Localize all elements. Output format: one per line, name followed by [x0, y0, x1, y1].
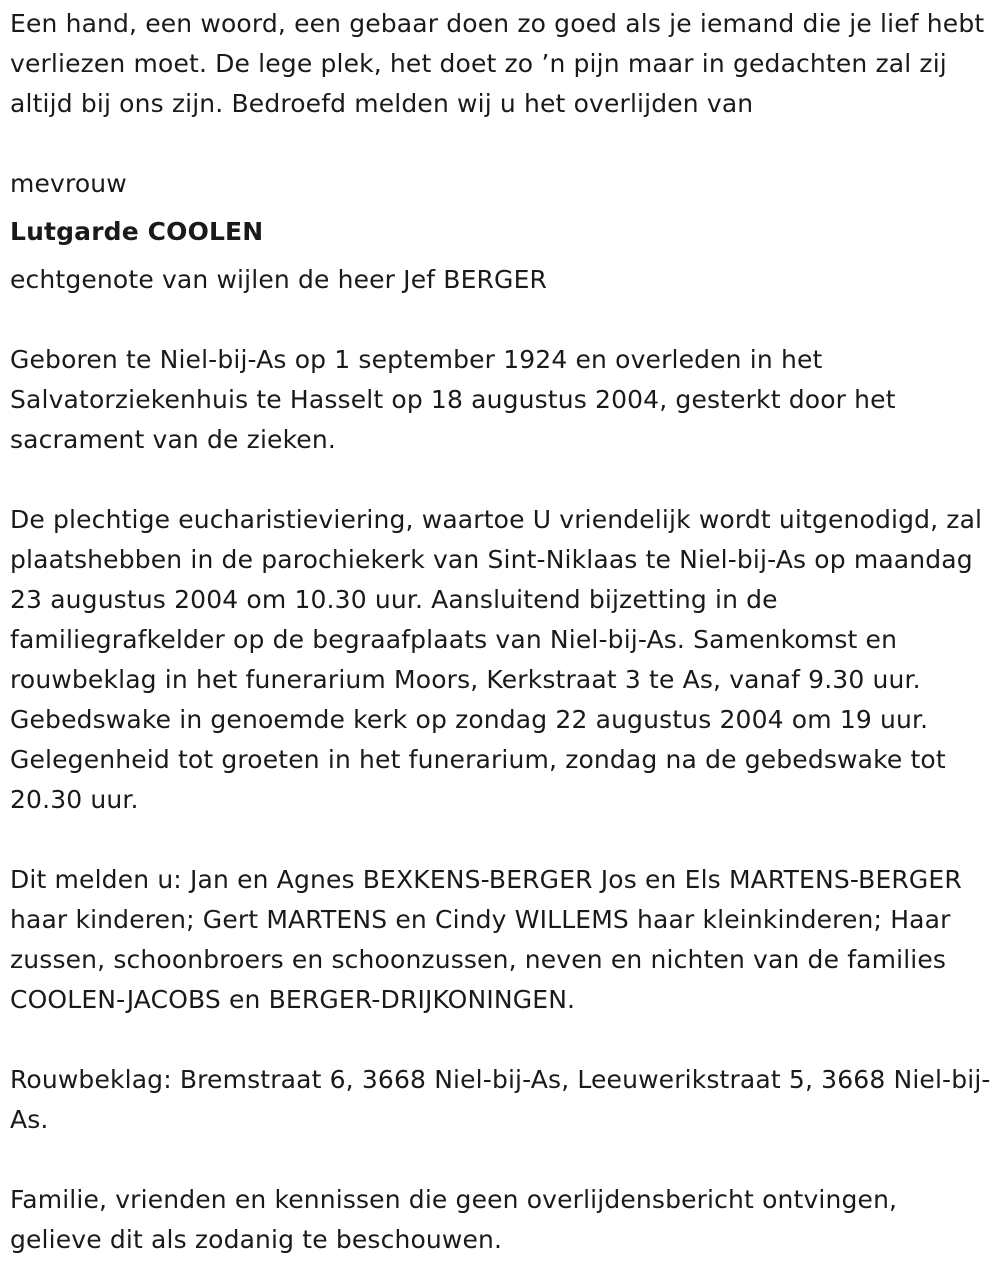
closing-paragraph: Familie, vrienden en kennissen die geen overlijdensbericht ontvingen, gelieve dit als zodanig te beschouwen.	[10, 1185, 898, 1254]
birth-death-paragraph: Geboren te Niel-bij-As op 1 september 1924 en overleden in het Salvatorziekenhuis te Hasselt op 18 augustus 2004, gesterkt door het sacrament van de zieken.	[10, 345, 896, 454]
condolence-address: Rouwbeklag: Bremstraat 6, 3668 Niel-bij-As, Leeuwerikstraat 5, 3668 Niel-bij-As.	[10, 1065, 991, 1134]
honorific: mevrouw	[10, 169, 127, 198]
ceremony-paragraph: De plechtige eucharistieviering, waartoe U vriendelijk wordt uitgenodigd, zal plaatshebben in de parochiekerk van Sint-Niklaas te Niel-bij-As op maandag 23 augustus 2004 om 10.30 uur. Aansluitend bijzetting in de familiegrafkelder op de begraafplaats van Niel-bij-As. Samenkomst en rouwbeklag in het funerarium Moors, Kerkstraat 3 te As, vanaf 9.30 uur. Gebedswake in genoemde kerk op zondag 22 augustus 2004 om 19 uur. Gelegenheid tot groeten in het funerarium, zondag na de gebedswake tot 20.30 uur.	[10, 505, 983, 814]
family-paragraph: Dit melden u: Jan en Agnes BEXKENS-BERGER Jos en Els MARTENS-BERGER haar kinderen; Gert MARTENS en Cindy WILLEMS haar kleinkinderen; Haar zussen, schoonbroers en schoonzussen, neven en nichten van de families COOLEN-JACOBS en BERGER-DRIJKONINGEN.	[10, 865, 962, 1014]
obituary-notice	[10, 4, 995, 1260]
deceased-name: Lutgarde COOLEN	[10, 217, 264, 246]
intro-paragraph: Een hand, een woord, een gebaar doen zo goed als je iemand die je lief hebt verliezen moet. De lege plek, het doet zo ’n pijn maar in gedachten zal zij altijd bij ons zijn. Bedroefd melden wij u het overlijden van	[10, 9, 985, 118]
spouse-line: echtgenote van wijlen de heer Jef BERGER	[10, 265, 548, 294]
